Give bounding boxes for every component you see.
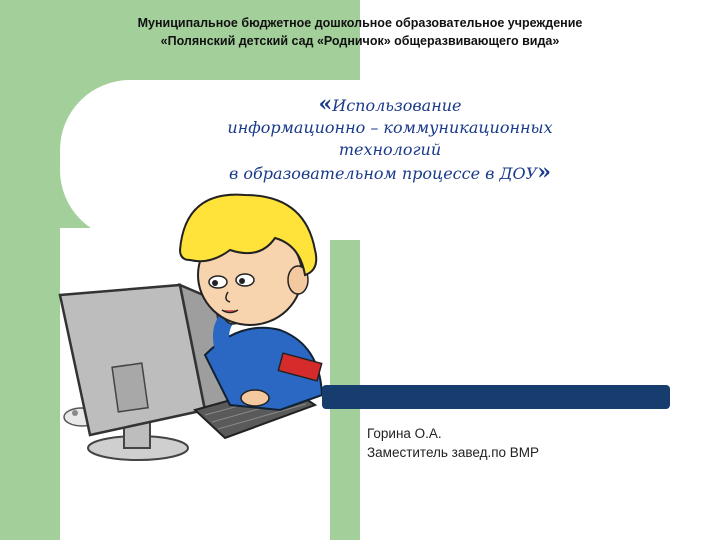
institution-line-2: «Полянский детский сад «Родничок» общеразвивающего вида» — [160, 34, 560, 48]
green-background-strip — [330, 228, 360, 398]
title-line-4: в образовательном процессе в ДОУ — [229, 164, 538, 183]
title-close-quote: » — [537, 159, 551, 185]
author-block — [367, 424, 539, 462]
accent-bar — [322, 385, 670, 409]
title-open-quote: « — [318, 91, 333, 117]
title-line-1: Использование — [332, 96, 462, 115]
boy-at-computer-illustration — [30, 180, 330, 480]
author-name: Горина О.А. — [367, 426, 442, 441]
title-line-2: информационно – коммуникационных — [227, 118, 553, 137]
author-position: Заместитель завед.по ВМР — [367, 445, 540, 460]
title-line-3: технологий — [338, 140, 442, 159]
institution-header — [40, 14, 680, 50]
slide-title — [180, 93, 600, 185]
institution-line-1: Муниципальное бюджетное дошкольное образовательное учреждение — [137, 16, 583, 30]
